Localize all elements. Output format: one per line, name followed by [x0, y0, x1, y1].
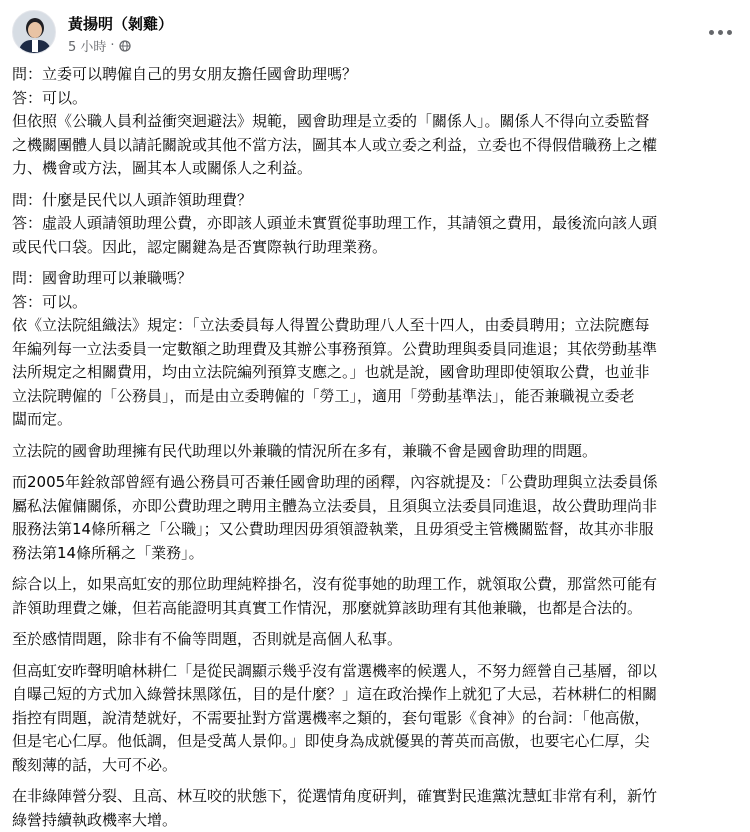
post-text-line: 但是宅心仁厚。他低調，但是受萬人景仰。」即使身為成就優異的菁英而高傲，也要宅心仁厚，尖	[12, 730, 740, 754]
post-text-line: 問：國會助理可以兼職嗎？	[12, 267, 740, 291]
post-text-line: 務法第14條所稱之「業務」。	[12, 542, 740, 566]
post-text-line: 但高虹安昨聲明嗆林耕仁「是從民調顯示幾乎沒有當選機率的候選人，不努力經營自己基層，卻以	[12, 660, 740, 684]
post-text-line: 答：虛設人頭請領助理公費，亦即該人頭並未實質從事助理工作，其請領之費用，最後流向該人頭	[12, 212, 740, 236]
paragraph-gap	[12, 432, 740, 440]
post-text-line: 闆而定。	[12, 408, 740, 432]
paragraph-gap	[12, 259, 740, 267]
post-header	[12, 10, 738, 60]
separator: ·	[110, 38, 114, 53]
post-text-line: 綠營持續執政機率大增。	[12, 809, 740, 832]
post-text-line: 而2005年銓敘部曾經有過公務員可否兼任國會助理的函釋，內容就提及：「公費助理與立法委員係	[12, 471, 740, 495]
post-text-line: 年編列每一立法委員一定數額之助理費及其辦公事務預算。公費助理與委員同進退；其依勞動基準	[12, 338, 740, 362]
post-meta	[68, 36, 131, 55]
avatar[interactable]	[12, 10, 56, 54]
post-text-line: 自曝己短的方式加入綠營抹黑隊伍，目的是什麼？」這在政治操作上就犯了大忌，若林耕仁的相關	[12, 683, 740, 707]
post-text-line: 在非綠陣營分裂、且高、林互咬的狀態下，從選情角度研判，確實對民進黨沈慧虹非常有利，新竹	[12, 785, 740, 809]
post-text-line: 力、機會或方法，圖其本人或關係人之利益。	[12, 157, 740, 181]
post-text-line: 指控有問題，說清楚就好，不需要扯對方當選機率之類的，套句電影《食神》的台詞：「他高傲，	[12, 707, 740, 731]
post-text-line: 立法院的國會助理擁有民代助理以外兼職的情況所在多有，兼職不會是國會助理的問題。	[12, 440, 740, 464]
post-text-line: 屬私法僱傭關係，亦即公費助理之聘用主體為立法委員，且須與立法委員同進退，故公費助理尚非	[12, 495, 740, 519]
post-body	[12, 63, 740, 832]
post-text-line: 法所規定之相關費用，均由立法院編列預算支應之。」也就是說，國會助理即使領取公費，也並非	[12, 361, 740, 385]
post-text-line: 問：什麼是民代以人頭詐領助理費？	[12, 189, 740, 213]
paragraph-gap	[12, 181, 740, 189]
author-name[interactable]: 黃揚明（剝雞）	[68, 13, 173, 34]
paragraph-gap	[12, 463, 740, 471]
timestamp[interactable]: 5 小時	[68, 36, 106, 55]
post-text-line: 答：可以。	[12, 291, 740, 315]
post-text-line: 服務法第14條所稱之「公職」；又公費助理因毋須領證執業，且毋須受主管機關監督，故其亦非服	[12, 518, 740, 542]
post-text-line: 依《立法院組織法》規定：「立法委員每人得置公費助理八人至十四人，由委員聘用；立法院應每	[12, 314, 740, 338]
post-text-line: 問：立委可以聘僱自己的男女朋友擔任國會助理嗎？	[12, 63, 740, 87]
post-text-line: 或民代口袋。因此，認定關鍵為是否實際執行助理業務。	[12, 236, 740, 260]
post-text-line: 之機關團體人員以請託關說或其他不當方法，圖其本人或立委之利益，立委也不得假借職務上之權	[12, 134, 740, 158]
post-text-line: 答：可以。	[12, 87, 740, 111]
post-text-line: 至於感情問題，除非有不倫等問題，否則就是高個人私事。	[12, 628, 740, 652]
post-text-line: 立法院聘僱的「公務員」，而是由立委聘僱的「勞工」，適用「勞動基準法」，能否兼職視立委老	[12, 385, 740, 409]
paragraph-gap	[12, 652, 740, 660]
paragraph-gap	[12, 565, 740, 573]
paragraph-gap	[12, 620, 740, 628]
post-text-line: 酸刻薄的話，大可不必。	[12, 754, 740, 778]
more-options-icon[interactable]	[706, 22, 734, 42]
paragraph-gap	[12, 777, 740, 785]
post-text-line: 詐領助理費之嫌，但若高能證明其真實工作情況，那麼就算該助理有其他兼職，也都是合法的。	[12, 597, 740, 621]
globe-icon	[119, 40, 131, 52]
post-text-line: 但依照《公職人員利益衝突迴避法》規範，國會助理是立委的「關係人」。關係人不得向立委監督	[12, 110, 740, 134]
post-text-line: 綜合以上，如果高虹安的那位助理純粹掛名，沒有從事她的助理工作，就領取公費，那當然可能有	[12, 573, 740, 597]
